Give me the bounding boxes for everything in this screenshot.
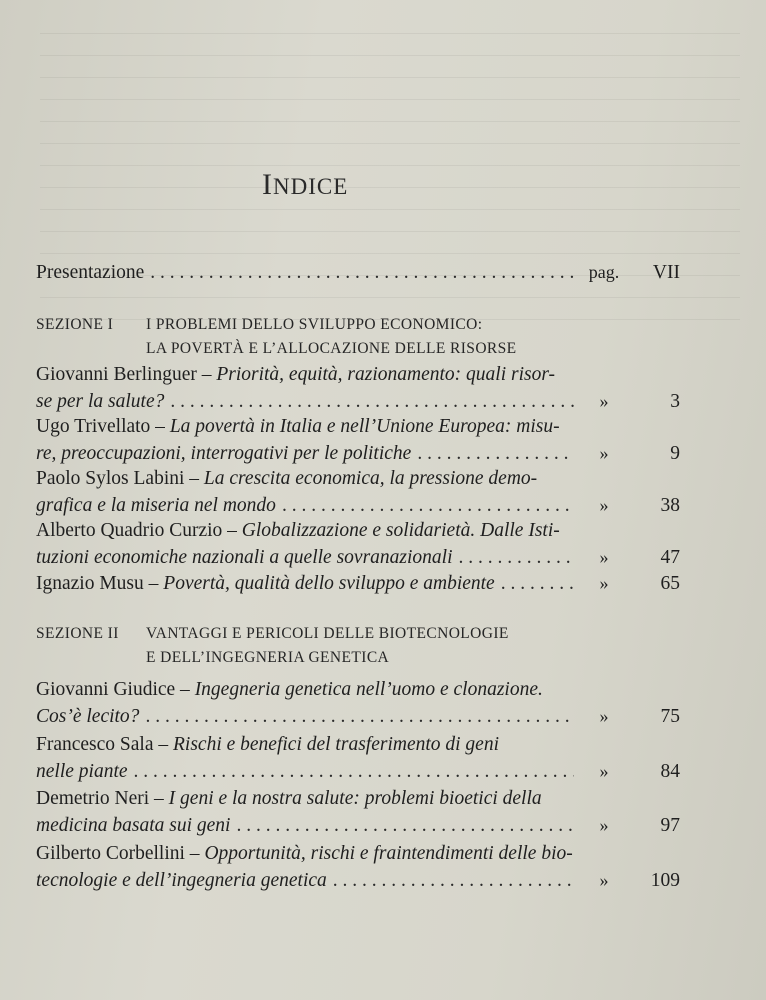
entry-author: Giovanni Berlinguer – [36, 364, 212, 385]
page-number: 84 [660, 761, 680, 782]
entry-title-line2: tuzioni economiche nazionali a quelle sovranazionali [36, 547, 453, 568]
leader-dots [170, 389, 574, 415]
entry-title-line2: se per la salute? [36, 391, 165, 412]
title-initial: I [262, 168, 273, 201]
entry-page [580, 812, 680, 839]
entry-title-line1: Globalizzazione e solidarietà. Dalle Isti- [241, 520, 560, 541]
section-heading [36, 313, 676, 361]
toc-entry [36, 466, 680, 518]
entry-title-line1: La povertà in Italia e nell’Unione Europea: misu- [169, 416, 560, 437]
entry-title-line1: La crescita economica, la pressione demo- [203, 468, 538, 489]
entry-page [580, 758, 680, 785]
entry-title-line2: grafica e la miseria nel mondo [36, 495, 276, 516]
entry-author: Ignazio Musu – [36, 573, 159, 594]
entry-page [580, 703, 680, 730]
page-marker: » [599, 761, 609, 781]
leader-dots [236, 813, 574, 839]
toc-entry [36, 570, 680, 596]
entry-title-line2: Cos’è lecito? [36, 706, 140, 727]
entry-title-line1: I geni e la nostra salute: problemi bioetici della [168, 788, 542, 809]
entry-author: Ugo Trivellato – [36, 416, 165, 437]
leader-dots [282, 493, 574, 519]
toc-entry [36, 362, 680, 414]
entry-page [580, 867, 680, 894]
section-title-line2: LA POVERTÀ E L’ALLOCAZIONE DELLE RISORSE [146, 340, 517, 357]
page-marker: » [599, 547, 609, 567]
leader-dots [150, 260, 574, 286]
page-number: 3 [670, 391, 680, 412]
page-marker: » [599, 391, 609, 411]
page-number: 97 [660, 815, 680, 836]
entry-author: Alberto Quadrio Curzio – [36, 520, 237, 541]
page-number: 75 [660, 706, 680, 727]
entry-title-line2: nelle piante [36, 761, 128, 782]
entry-title-line2: re, preoccupazioni, interrogativi per le politiche [36, 443, 412, 464]
toc-entry [36, 414, 680, 466]
toc-entry [36, 786, 680, 838]
title-rest: NDICE [273, 174, 349, 199]
entry-page [580, 544, 680, 571]
page-number: 38 [660, 495, 680, 516]
toc-entry [36, 841, 680, 893]
page-number: 65 [660, 573, 680, 594]
section-label: SEZIONE II [36, 625, 119, 642]
entry-author: Paolo Sylos Labini – [36, 468, 200, 489]
entry-page [580, 388, 680, 415]
section-title-line2: E DELL’INGEGNERIA GENETICA [146, 649, 390, 666]
entry-page [580, 259, 680, 286]
entry-title-line2: tecnologie e dell’ingegneria genetica [36, 870, 327, 891]
section-title-line1: I PROBLEMI DELLO SVILUPPO ECONOMICO: [146, 316, 483, 333]
page-number: 47 [660, 547, 680, 568]
page-marker: » [599, 495, 609, 515]
page-marker: » [599, 870, 609, 890]
entry-page [580, 492, 680, 519]
section-heading [36, 622, 676, 670]
entry-title-line1: Opportunità, rischi e fraintendimenti delle bio- [204, 843, 573, 864]
page-title [262, 168, 348, 202]
entry-author: Giovanni Giudice – [36, 679, 190, 700]
entry-author: Demetrio Neri – [36, 788, 164, 809]
leader-dots [417, 441, 574, 467]
leader-dots [145, 704, 574, 730]
page-marker: » [599, 573, 609, 593]
toc-entry [36, 518, 680, 570]
page-number: VII [652, 262, 680, 283]
entry-title-line1: Priorità, equità, razionamento: quali risor- [216, 364, 556, 385]
entry-title-line2: medicina basata sui geni [36, 815, 231, 836]
leader-dots [501, 571, 574, 597]
page-marker: » [599, 815, 609, 835]
section-title-line1: VANTAGGI E PERICOLI DELLE BIOTECNOLOGIE [146, 625, 509, 642]
toc-entry [36, 677, 680, 729]
entry-page [580, 440, 680, 467]
toc-entry-presentazione [36, 259, 680, 285]
page-number: 9 [670, 443, 680, 464]
toc-entry [36, 732, 680, 784]
entry-title-line1: Rischi e benefici del trasferimento di geni [173, 734, 500, 755]
page-marker: » [599, 443, 609, 463]
entry-label: Presentazione [36, 262, 145, 283]
leader-dots [333, 868, 574, 894]
page-prefix: pag. [588, 262, 620, 282]
leader-dots [459, 545, 575, 571]
page-marker: » [599, 706, 609, 726]
leader-dots [134, 759, 574, 785]
entry-author: Francesco Sala – [36, 734, 169, 755]
page-number: 109 [650, 870, 680, 891]
entry-title-line1: Ingegneria genetica nell’uomo e clonazione. [194, 679, 543, 700]
entry-title-line1: Povertà, qualità dello sviluppo e ambiente [163, 573, 495, 594]
entry-page [580, 570, 680, 597]
entry-author: Gilberto Corbellini – [36, 843, 200, 864]
section-label: SEZIONE I [36, 316, 114, 333]
